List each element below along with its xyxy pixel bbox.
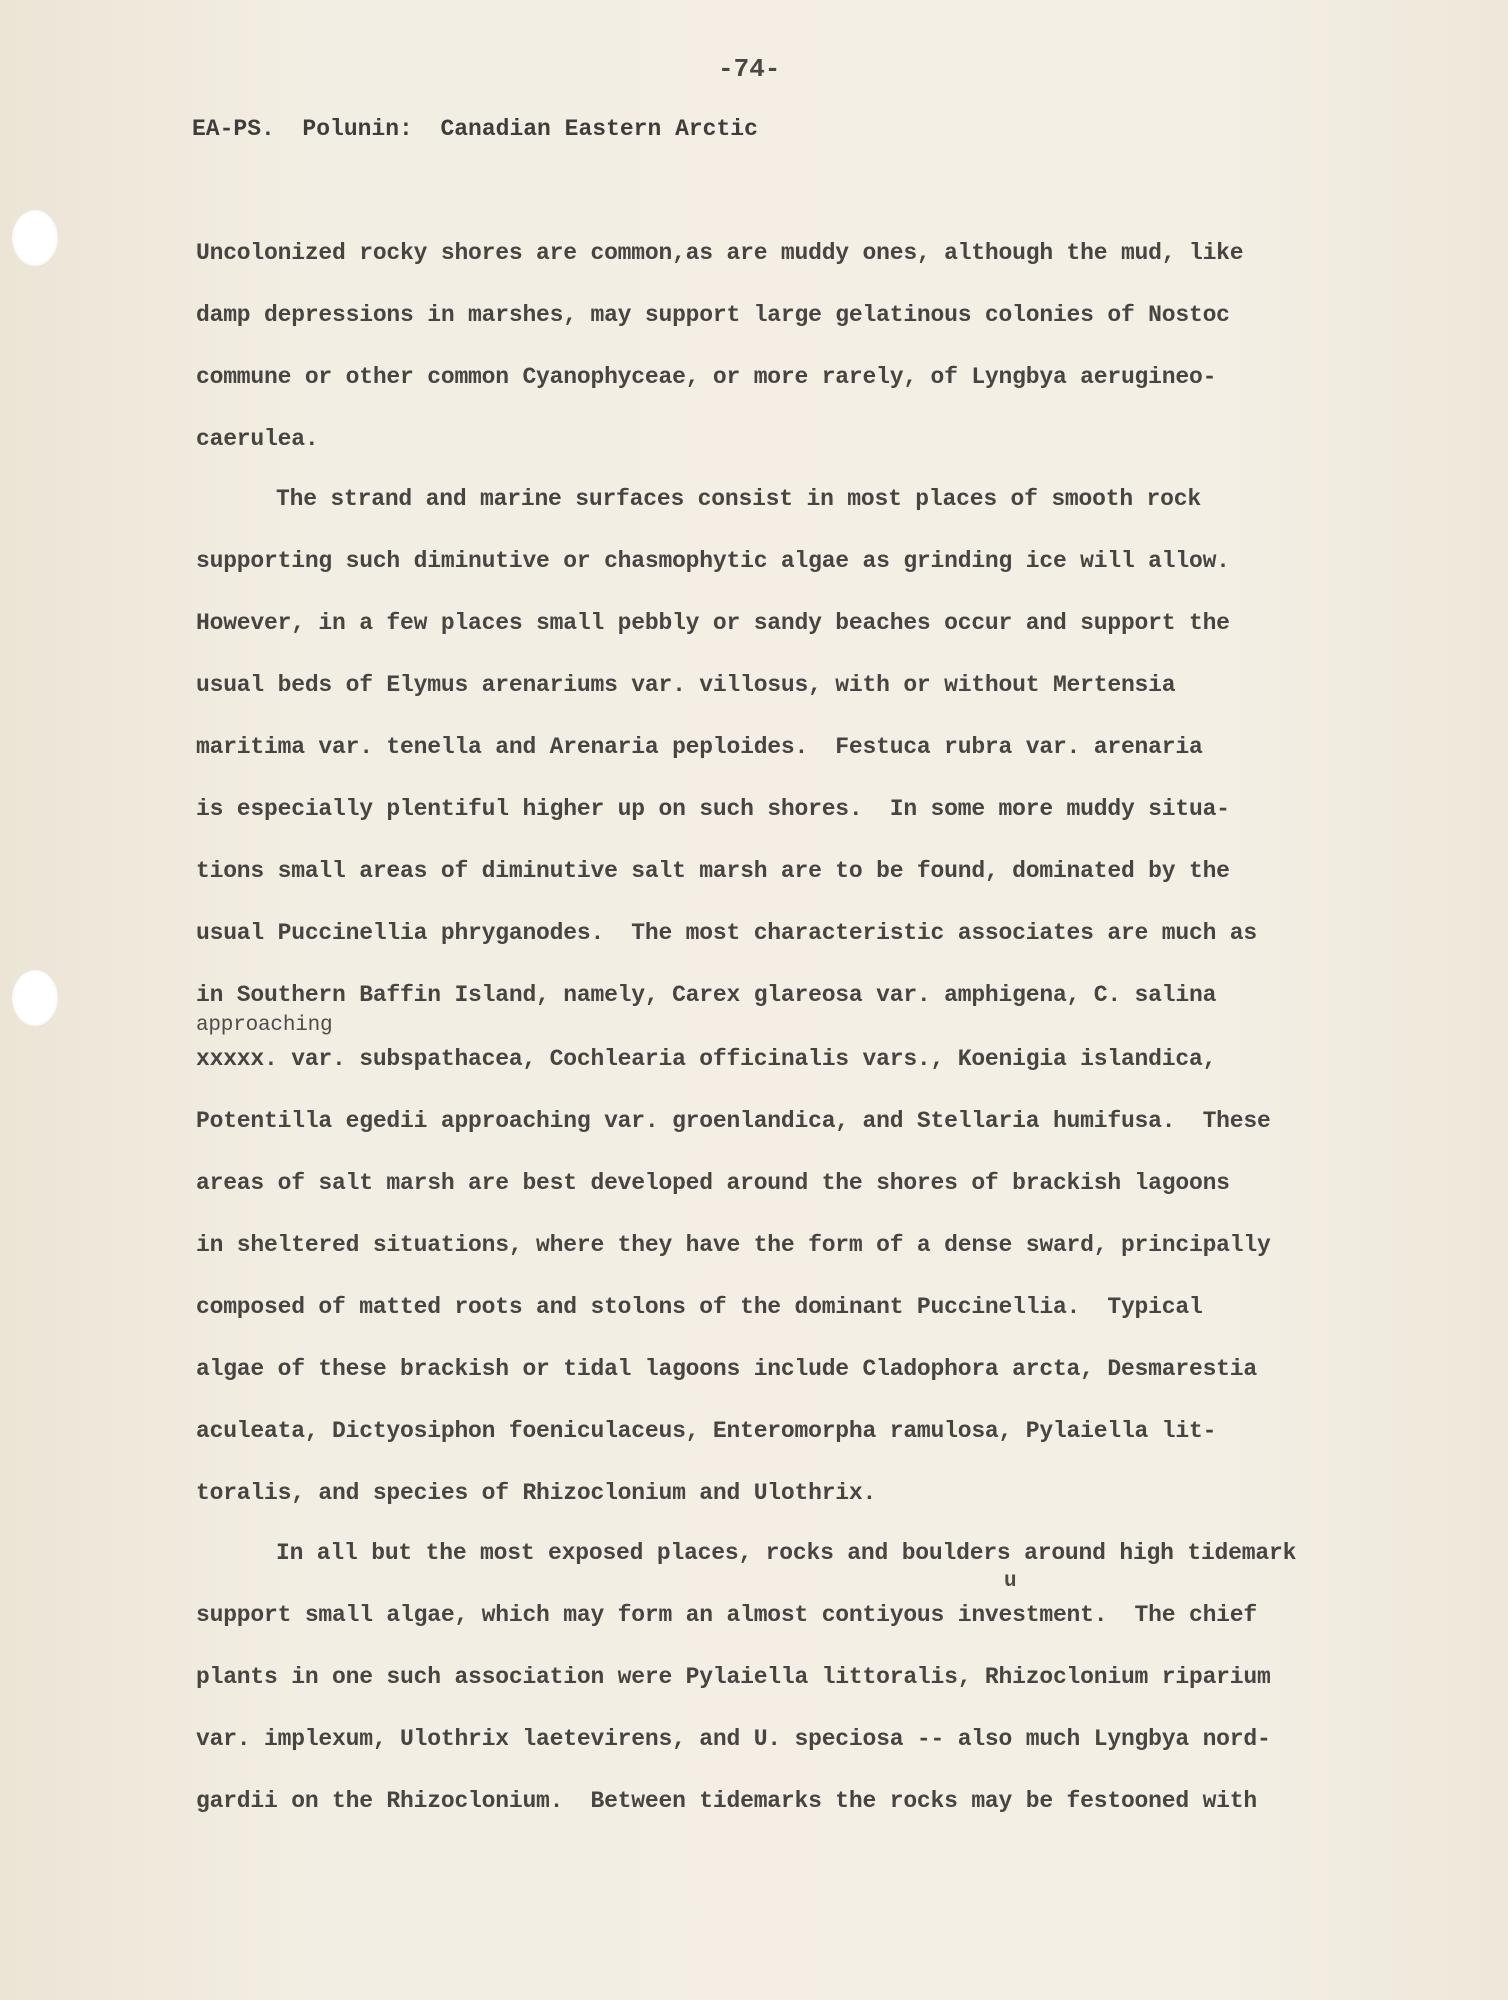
document-header: EA-PS. Polunin: Canadian Eastern Arctic	[192, 116, 758, 142]
text-line: maritima var. tenella and Arenaria peploides. Festuca rubra var. arenaria	[196, 734, 1203, 760]
text-line: Potentilla egedii approaching var. groenlandica, and Stellaria humifusa. These	[196, 1108, 1271, 1134]
text-line: plants in one such association were Pylaiella littoralis, Rhizoclonium riparium	[196, 1664, 1271, 1690]
text-line: The strand and marine surfaces consist in most places of smooth rock	[276, 486, 1201, 512]
text-line: aculeata, Dictyosiphon foeniculaceus, Enteromorpha ramulosa, Pylaiella lit-	[196, 1418, 1217, 1444]
text-line: support small algae, which may form an almost contiyous investment. The chief	[196, 1602, 1257, 1628]
text-line: In all but the most exposed places, rocks and boulders around high tidemark	[276, 1540, 1297, 1566]
text-line: var. implexum, Ulothrix laetevirens, and U. speciosa -- also much Lyngbya nord-	[196, 1726, 1271, 1752]
punch-hole	[12, 970, 58, 1026]
text-line: usual beds of Elymus arenariums var. villosus, with or without Mertensia	[196, 672, 1176, 698]
text-line: gardii on the Rhizoclonium. Between tidemarks the rocks may be festooned with	[196, 1788, 1257, 1814]
handwritten-insertion: approaching	[196, 1014, 333, 1037]
text-line: Uncolonized rocky shores are common,as are muddy ones, although the mud, like	[196, 240, 1244, 266]
text-line: algae of these brackish or tidal lagoons include Cladophora arcta, Desmarestia	[196, 1356, 1257, 1382]
text-line: tions small areas of diminutive salt marsh are to be found, dominated by the	[196, 858, 1230, 884]
text-line: damp depressions in marshes, may support large gelatinous colonies of Nostoc	[196, 302, 1230, 328]
text-line: supporting such diminutive or chasmophytic algae as grinding ice will allow.	[196, 548, 1230, 574]
text-line: in sheltered situations, where they have the form of a dense sward, principally	[196, 1232, 1271, 1258]
punch-hole	[12, 210, 58, 266]
text-line: areas of salt marsh are best developed around the shores of brackish lagoons	[196, 1170, 1230, 1196]
text-line: usual Puccinellia phryganodes. The most characteristic associates are much as	[196, 920, 1257, 946]
text-line: However, in a few places small pebbly or sandy beaches occur and support the	[196, 610, 1230, 636]
text-line: composed of matted roots and stolons of the dominant Puccinellia. Typical	[196, 1294, 1203, 1320]
text-line: commune or other common Cyanophyceae, or more rarely, of Lyngbya aerugineo-	[196, 364, 1217, 390]
text-line: toralis, and species of Rhizoclonium and Ulothrix.	[196, 1480, 877, 1506]
text-line: in Southern Baffin Island, namely, Carex glareosa var. amphigena, C. salina	[196, 982, 1217, 1008]
text-line: caerulea.	[196, 426, 319, 452]
handwritten-insertion: u	[1004, 1570, 1017, 1593]
page-number: -74-	[718, 54, 781, 84]
text-line: xxxxx. var. subspathacea, Cochlearia officinalis vars., Koenigia islandica,	[196, 1046, 1217, 1072]
text-line: is especially plentiful higher up on such shores. In some more muddy situa-	[196, 796, 1230, 822]
